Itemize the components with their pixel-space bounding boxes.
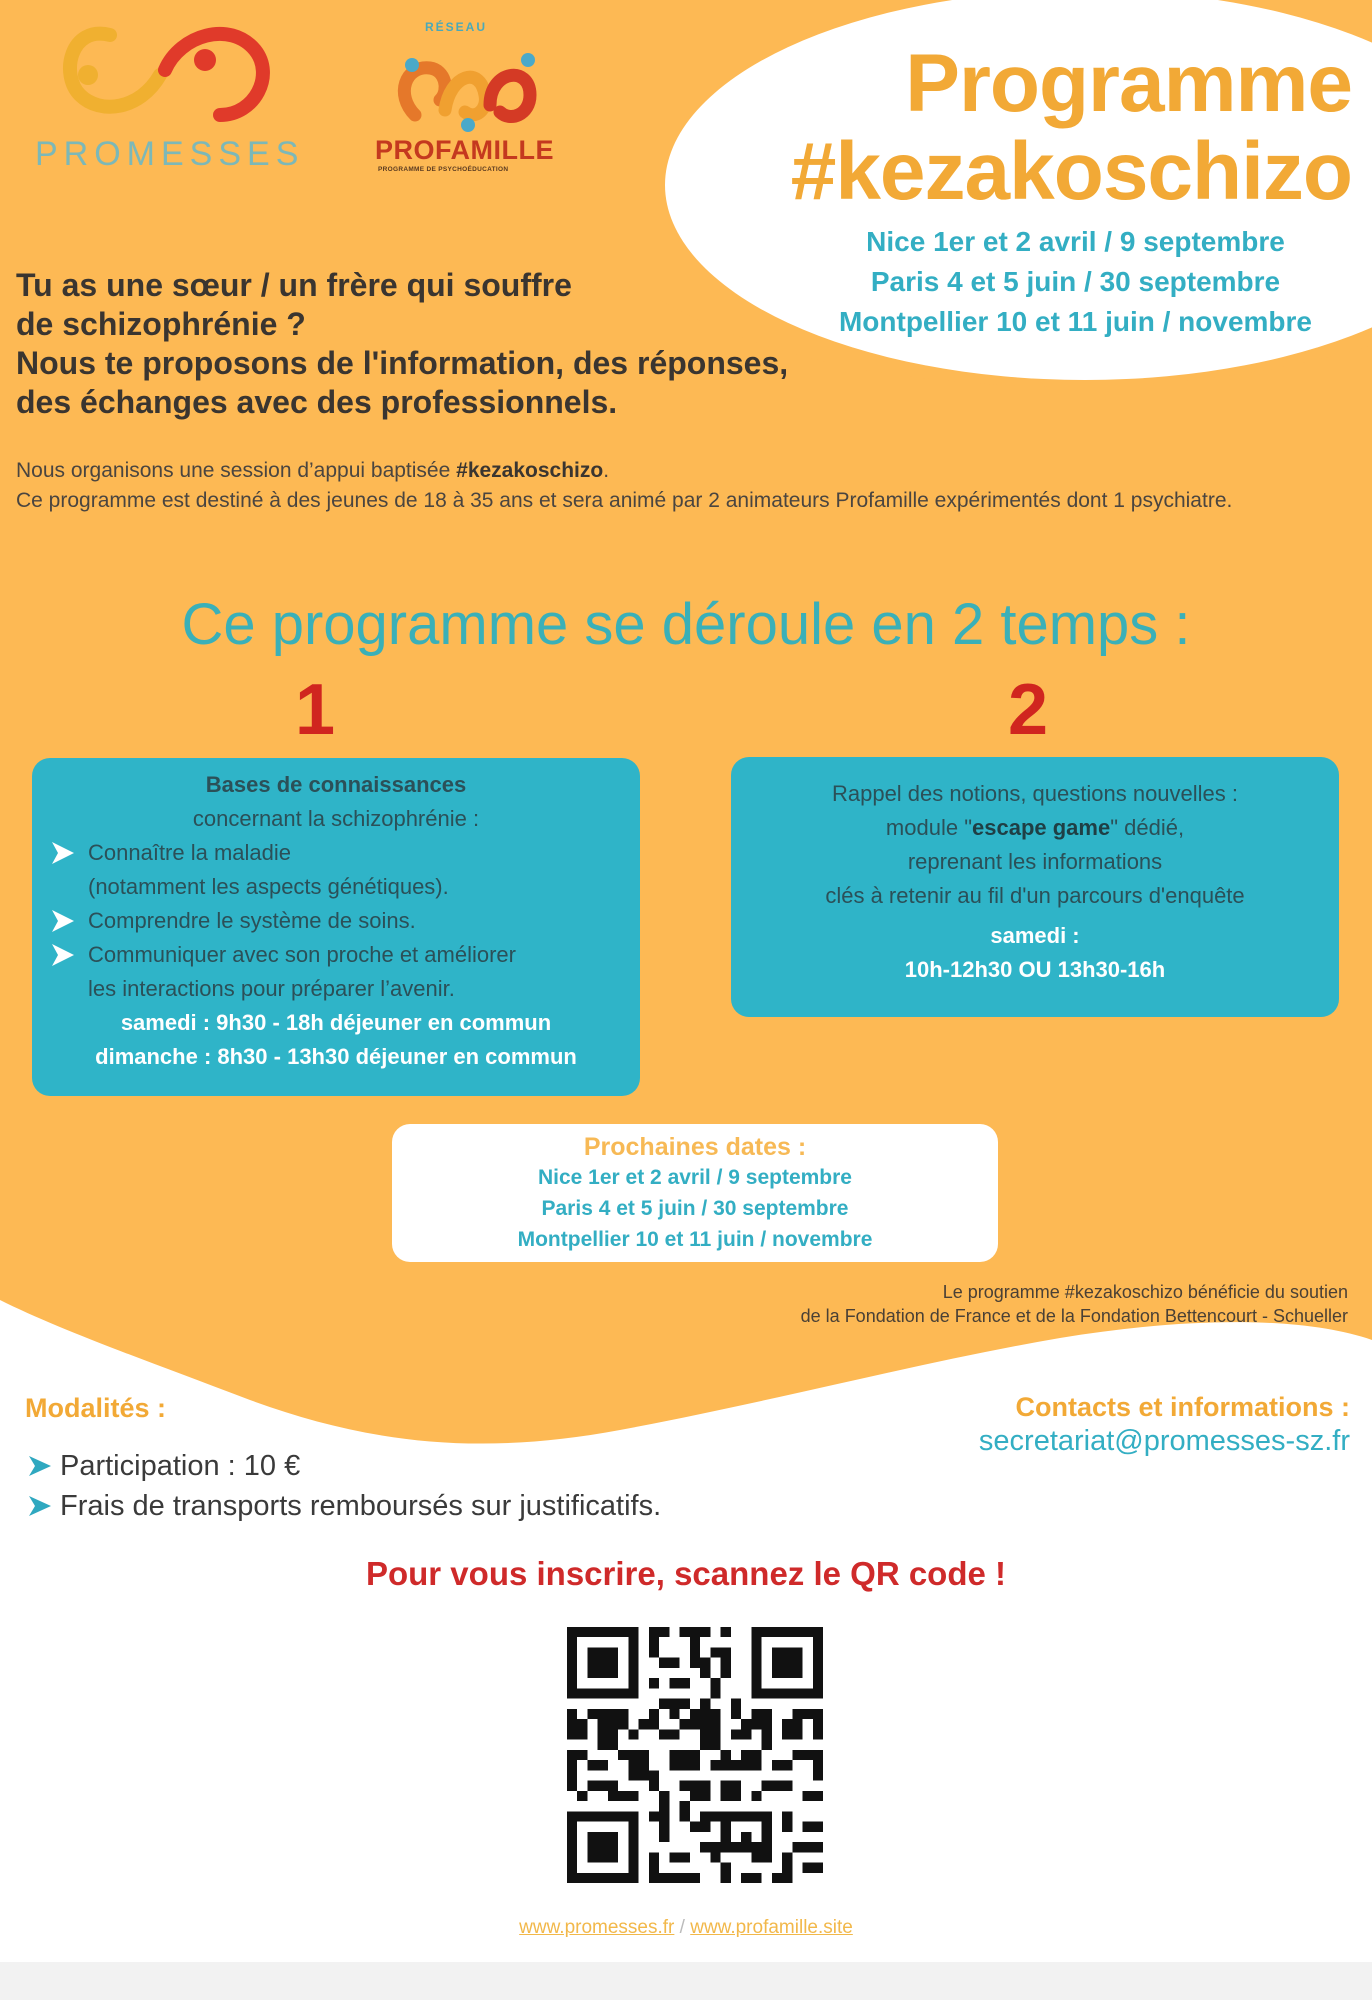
sponsor-line: de la Fondation de France et de la Fondation Bettencourt - Schueller — [800, 1306, 1348, 1326]
sponsor-line: Le programme #kezakoschizo bénéficie du soutien — [942, 1282, 1348, 1302]
schedule-sunday: dimanche : 8h30 - 13h30 déjeuner en commun — [95, 1044, 577, 1069]
modality-text: Frais de transports remboursés sur justificatifs. — [60, 1490, 662, 1522]
modalities-list — [28, 1446, 661, 1526]
schedule-day: samedi : — [990, 923, 1080, 948]
step-number-2: 2 — [1008, 670, 1049, 750]
card-subheading: concernant la schizophrénie : — [192, 806, 480, 831]
next-date-paris: Paris 4 et 5 juin / 30 septembre — [541, 1197, 849, 1220]
promesses-website-link[interactable]: www.promesses.fr — [519, 1917, 675, 1938]
sponsor-note — [801, 1280, 1348, 1328]
modality-item — [28, 1486, 661, 1526]
profamille-website-link[interactable]: www.profamille.site — [690, 1917, 853, 1938]
schedule-saturday: samedi : 9h30 - 18h déjeuner en commun — [120, 1010, 552, 1035]
qr-code[interactable] — [567, 1627, 823, 1883]
description-line-1 — [16, 456, 1356, 486]
next-date-montpellier: Montpellier 10 et 11 juin / novembre — [517, 1228, 873, 1251]
modalities-title: Modalités : — [25, 1393, 167, 1423]
chevron-right-icon — [50, 840, 76, 866]
bullet-text: Comprendre le système de soins. — [88, 908, 416, 933]
chevron-right-icon — [28, 1454, 52, 1478]
register-cta: Pour vous inscrire, scannez le QR code ! — [365, 1555, 1007, 1592]
program-section-title: Ce programme se déroule en 2 temps : — [181, 592, 1191, 657]
profamille-subtitle: PROGRAMME DE PSYCHOÉDUCATION — [378, 166, 509, 173]
header-date-nice: Nice 1er et 2 avril / 9 septembre — [866, 226, 1285, 257]
promesses-infinity-icon — [30, 15, 290, 125]
chevron-right-icon — [28, 1494, 52, 1518]
bullet-text: Connaître la maladie — [88, 840, 292, 865]
card-line: reprenant les informations — [907, 849, 1163, 874]
chevron-right-icon — [50, 942, 76, 968]
step-2-card — [731, 757, 1339, 1017]
step-number-1: 1 — [295, 670, 336, 750]
description-text: . — [603, 459, 610, 482]
next-dates-box — [392, 1124, 998, 1262]
step-1-card — [32, 758, 640, 1096]
intro-line: de schizophrénie ? — [16, 306, 306, 342]
next-dates-title: Prochaines dates : — [583, 1133, 807, 1161]
description-line-2: Ce programme est destiné à des jeunes de 18 à 35 ans et sera animé par 2 animateurs Profamille expérimentés dont 1 psychiatre. — [16, 489, 1233, 512]
schedule-hours: 10h-12h30 OU 13h30-16h — [904, 957, 1166, 982]
profamille-people-icon — [390, 40, 540, 135]
card-bullet — [48, 836, 624, 870]
link-separator: / — [674, 1917, 691, 1938]
card-text: module " — [885, 815, 972, 840]
modality-item — [28, 1446, 661, 1486]
header-date-paris: Paris 4 et 5 juin / 30 septembre — [870, 266, 1281, 297]
promesses-logo — [30, 15, 330, 180]
modality-text: Participation : 10 € — [60, 1450, 301, 1482]
card-heading: Bases de connaissances — [205, 772, 467, 797]
header-date-montpellier: Montpellier 10 et 11 juin / novembre — [838, 306, 1312, 337]
description — [16, 456, 1356, 516]
profamille-logo — [370, 20, 570, 180]
bullet-text-continued: les interactions pour préparer l’avenir. — [88, 976, 455, 1001]
hashtag: #kezakoschizo — [456, 459, 604, 482]
profamille-network-label: RÉSEAU — [425, 20, 488, 34]
footer-links — [0, 1917, 1372, 1939]
card-bullet — [48, 904, 624, 938]
escape-game-label: escape game — [972, 815, 1111, 840]
contact-block — [979, 1390, 1350, 1458]
card-line — [747, 811, 1323, 845]
intro-line: Tu as une sœur / un frère qui souffre — [16, 267, 572, 303]
profamille-wordmark: PROFAMILLE — [375, 135, 554, 165]
card-bullet — [48, 938, 624, 972]
contact-email-link[interactable]: secretariat@promesses-sz.fr — [978, 1425, 1350, 1457]
card-line: clés à retenir au fil d'un parcours d'enquête — [825, 883, 1245, 908]
page-title — [791, 40, 1352, 216]
contact-title: Contacts et informations : — [1015, 1392, 1350, 1422]
bullet-text-continued: (notamment les aspects génétiques). — [88, 874, 449, 899]
intro-heading — [16, 266, 916, 422]
card-line: Rappel des notions, questions nouvelles : — [831, 781, 1239, 806]
chevron-right-icon — [50, 908, 76, 934]
intro-line: Nous te proposons de l'information, des réponses, — [16, 345, 789, 381]
title-line-2: #kezakoschizo — [790, 126, 1352, 217]
card-text: " dédié, — [1110, 815, 1185, 840]
next-date-nice: Nice 1er et 2 avril / 9 septembre — [537, 1166, 852, 1189]
intro-line: des échanges avec des professionnels. — [16, 384, 618, 420]
description-text: Nous organisons une session d’appui baptisée — [16, 459, 457, 482]
bullet-text: Communiquer avec son proche et améliorer — [88, 942, 516, 967]
bottom-gray-band — [0, 1962, 1372, 2000]
promesses-wordmark: PROMESSES — [35, 135, 305, 173]
title-line-1: Programme — [905, 38, 1352, 129]
